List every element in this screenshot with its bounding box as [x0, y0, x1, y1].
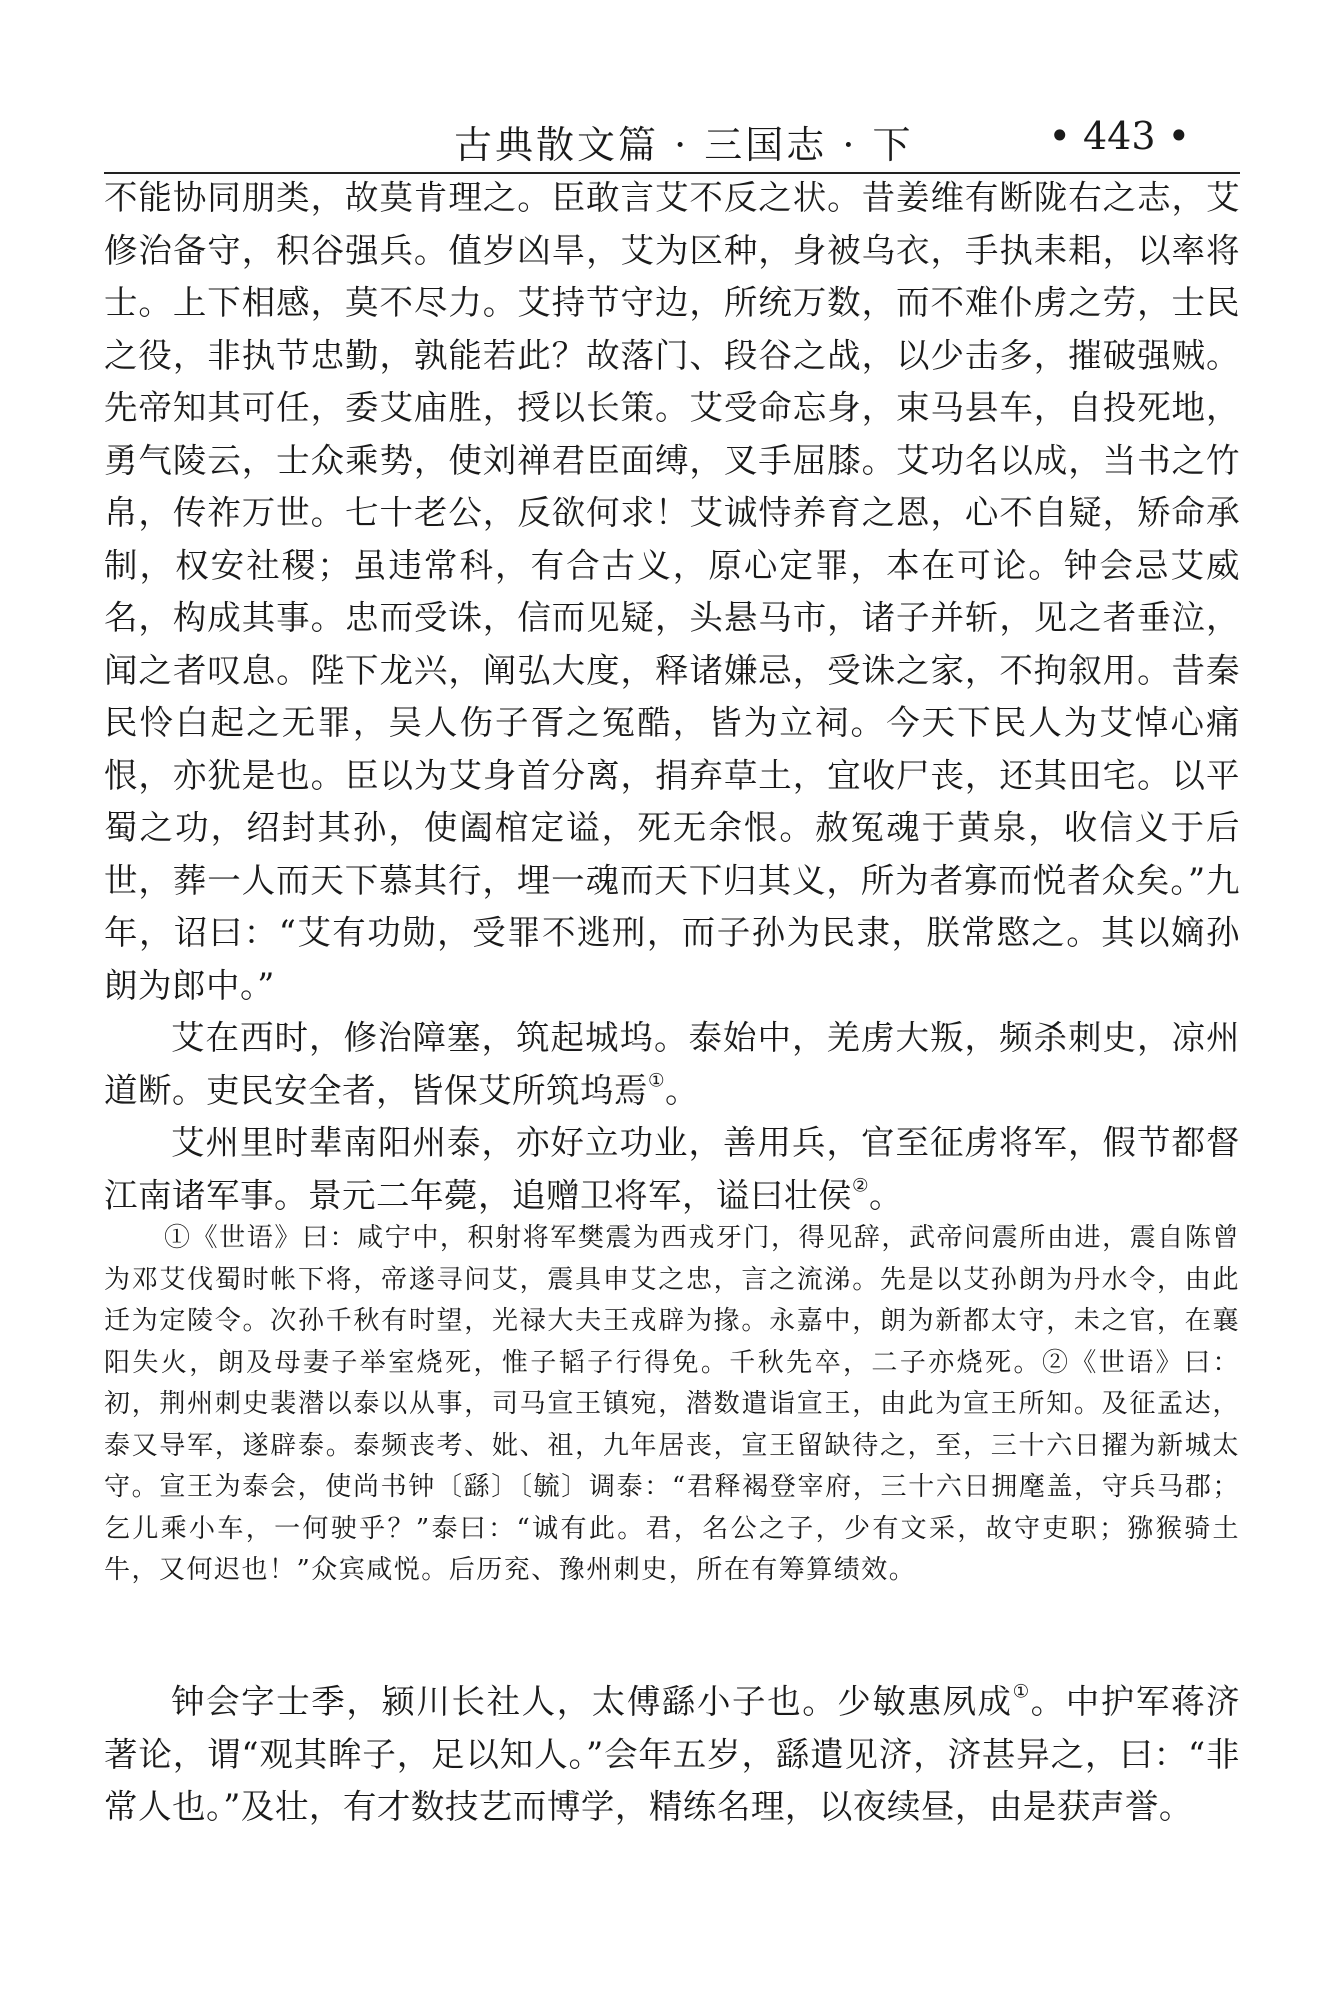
- paragraph-zhoutai: [104, 1117, 1240, 1222]
- footnote-marker: ②: [852, 1174, 870, 1196]
- paragraph-text: 钟会字士季，颍川长社人，太傅繇小子也。少敏惠夙成: [171, 1682, 1013, 1721]
- paragraph-continued: 不能协同朋类，故莫肯理之。臣敢言艾不反之状。昔姜维有断陇右之志，艾修治备守，积谷强兵。值岁凶旱，艾为区种，身被乌衣，手执耒耜，以率将士。上下相感，莫不尽力。艾持节守边，所统万数，而不难仆虏之劳，士民之役，非执节忠勤，孰能若此？故落门、段谷之战，以少击多，摧破强贼。先帝知其可任，委艾庙胜，授以长策。艾受命忘身，束马县车，自投死地，勇气陵云，士众乘势，使刘禅君臣面缚，叉手屈膝。艾功名以成，当书之竹帛，传祚万世。七十老公，反欲何求！艾诚恃养育之恩，心不自疑，矫命承制，权安社稷；虽违常科，有合古义，原心定罪，本在可论。钟会忌艾威名，构成其事。忠而受诛，信而见疑，头悬马市，诸子并斩，见之者垂泣，闻之者叹息。陛下龙兴，阐弘大度，释诸嫌忌，受诛之家，不拘叙用。昔秦民怜白起之无罪，吴人伤子胥之冤酷，皆为立祠。今天下民人为艾悼心痛恨，亦犹是也。臣以为艾身首分离，捐弃草土，宜收尸丧，还其田宅。以平蜀之功，绍封其孙，使阖棺定谥，死无余恨。赦冤魂于黄泉，收信义于后世，葬一人而天下慕其行，埋一魂而天下归其义，所为者寡而悦者众矣。”九年，诏曰：“艾有功勋，受罪不逃刑，而子孙为民隶，朕常愍之。其以嫡孙朗为郎中。”: [104, 178, 1240, 1005]
- footnote-marker: ①: [1012, 1681, 1031, 1703]
- page-header: [104, 108, 1240, 174]
- paragraph-end: 。: [869, 1175, 904, 1215]
- page-number: • 443 •: [1048, 114, 1190, 158]
- main-passage: [104, 172, 1240, 1222]
- zhonghui-passage: [104, 1676, 1240, 1834]
- paragraph-text-rest: 。中护军蒋济著论，谓“观其眸子，足以知人。”会年五岁，繇遣见济，济甚异之，曰：“非常人也。”及壮，有才数技艺而博学，精练名理，以夜续昼，由是获声誉。: [104, 1682, 1241, 1826]
- paragraph-zhonghui: [104, 1676, 1240, 1834]
- paragraph-text: 艾州里时辈南阳州泰，亦好立功业，善用兵，官至征虏将军，假节都督江南诸军事。景元二年薨，追赠卫将军，谥曰壮侯: [104, 1123, 1240, 1215]
- paragraph-end: 。: [665, 1070, 700, 1110]
- running-title: 古典散文篇 · 三国志 · 下: [454, 123, 914, 167]
- footnote-marker: ①: [648, 1069, 666, 1091]
- notes-text: ①《世语》曰：咸宁中，积射将军樊震为西戎牙门，得见辞，武帝问震所由进，震自陈曾为邓艾伐蜀时帐下将，帝遂寻问艾，震具申艾之忠，言之流涕。先是以艾孙朗为丹水令，由此迁为定陵令。次孙千秋有时望，光禄大夫王戎辟为掾。永嘉中，朗为新都太守，未之官，在襄阳失火，朗及母妻子举室烧死，惟子韬子行得免。千秋先卒，二子亦烧死。②《世语》曰：初，荆州刺史裴潜以泰以从事，司马宣王镇宛，潜数遣诣宣王，由此为宣王所知。及征孟达，泰又导军，遂辟泰。泰频丧考、妣、祖，九年居丧，宣王留缺待之，至，三十六日擢为新城太守。宣王为泰会，使尚书钟〔繇〕〔毓〕调泰：“君释褐登宰府，三十六日拥麾盖，守兵马郡；乞儿乘小车，一何驶乎？”泰曰：“诚有此。君，名公之子，少有文采，故守吏职；猕猴骑土牛，又何迟也！”众宾咸悦。后历兖、豫州刺史，所在有筹算绩效。: [104, 1223, 1240, 1585]
- commentary-notes: [104, 1218, 1240, 1592]
- paragraph-text: 艾在西时，修治障塞，筑起城坞。泰始中，羌虏大叛，频杀刺史，凉州道断。吏民安全者，皆保艾所筑坞焉: [104, 1018, 1240, 1110]
- paragraph-fortifications: [104, 1012, 1240, 1117]
